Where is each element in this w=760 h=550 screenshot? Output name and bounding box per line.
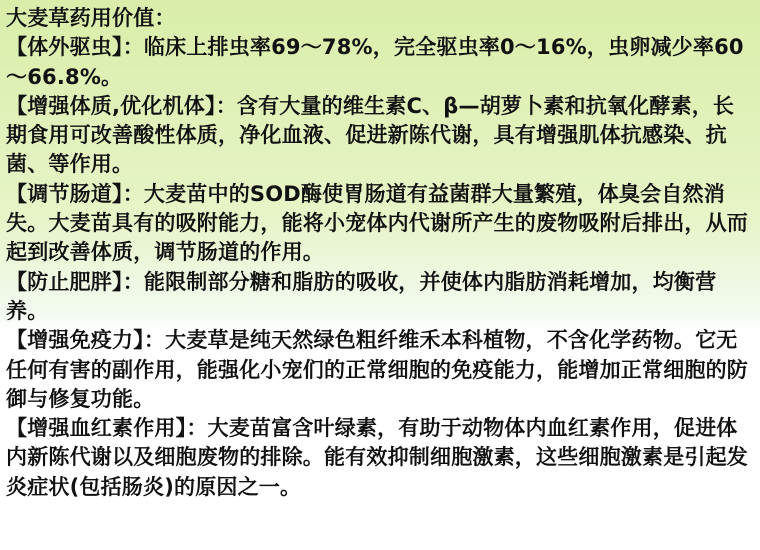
section-physique <box>6 92 754 180</box>
section-text: ：大麦草是纯天然绿色粗纤维禾本科植物，不含化学药物。它无任何有害的副作用，能强化小宠们的正常细胞的免疫能力，能增加正常细胞的防御与修复功能。 <box>6 328 748 411</box>
section-heading: 【增强体质,优化机体】 <box>6 93 216 118</box>
section-immunity <box>6 326 754 414</box>
section-heading: 【增强免疫力】 <box>6 328 144 353</box>
section-intestine <box>6 180 754 268</box>
section-heading: 【体外驱虫】 <box>6 35 123 60</box>
section-text: ：含有大量的维生素C、β—胡萝卜素和抗氧化酵素，长期食用可改善酸性体质，净化血液、促进新陈代谢，具有增强肌体抗感染、抗菌、等作用。 <box>6 93 735 177</box>
section-heading: 【防止肥胖】 <box>6 269 123 294</box>
section-text: ：大麦苗富含叶绿素，有助于动物体内血红素作用，促进体内新陈代谢以及细胞废物的排除。能有效抑制细胞激素，这些细胞激素是引起发炎症状(包括肠炎)的原因之一。 <box>6 416 748 499</box>
section-anti-obesity <box>6 268 754 327</box>
section-text: ：临床上排虫率69～78%，完全驱虫率0～16%，虫卵减少率60～66.8%。 <box>6 35 744 89</box>
section-heading: 【增强血红素作用】 <box>6 416 187 441</box>
document-title: 大麦草药用价值： <box>6 6 176 30</box>
section-heading: 【调节肠道】 <box>6 181 123 206</box>
section-text: ：能限制部分糖和脂肪的吸收，并使体内脂肪消耗增加，均衡营养。 <box>6 269 717 323</box>
section-deworming <box>6 33 754 92</box>
document-body <box>6 4 754 502</box>
section-text: ：大麦苗中的SOD酶使胃肠道有益菌群大量繁殖，体臭会自然消失。大麦苗具有的吸附能力，能将小宠体内代谢所产生的废物吸附后排出，从而起到改善体质，调节肠道的作用。 <box>6 181 748 265</box>
section-heme <box>6 414 754 502</box>
